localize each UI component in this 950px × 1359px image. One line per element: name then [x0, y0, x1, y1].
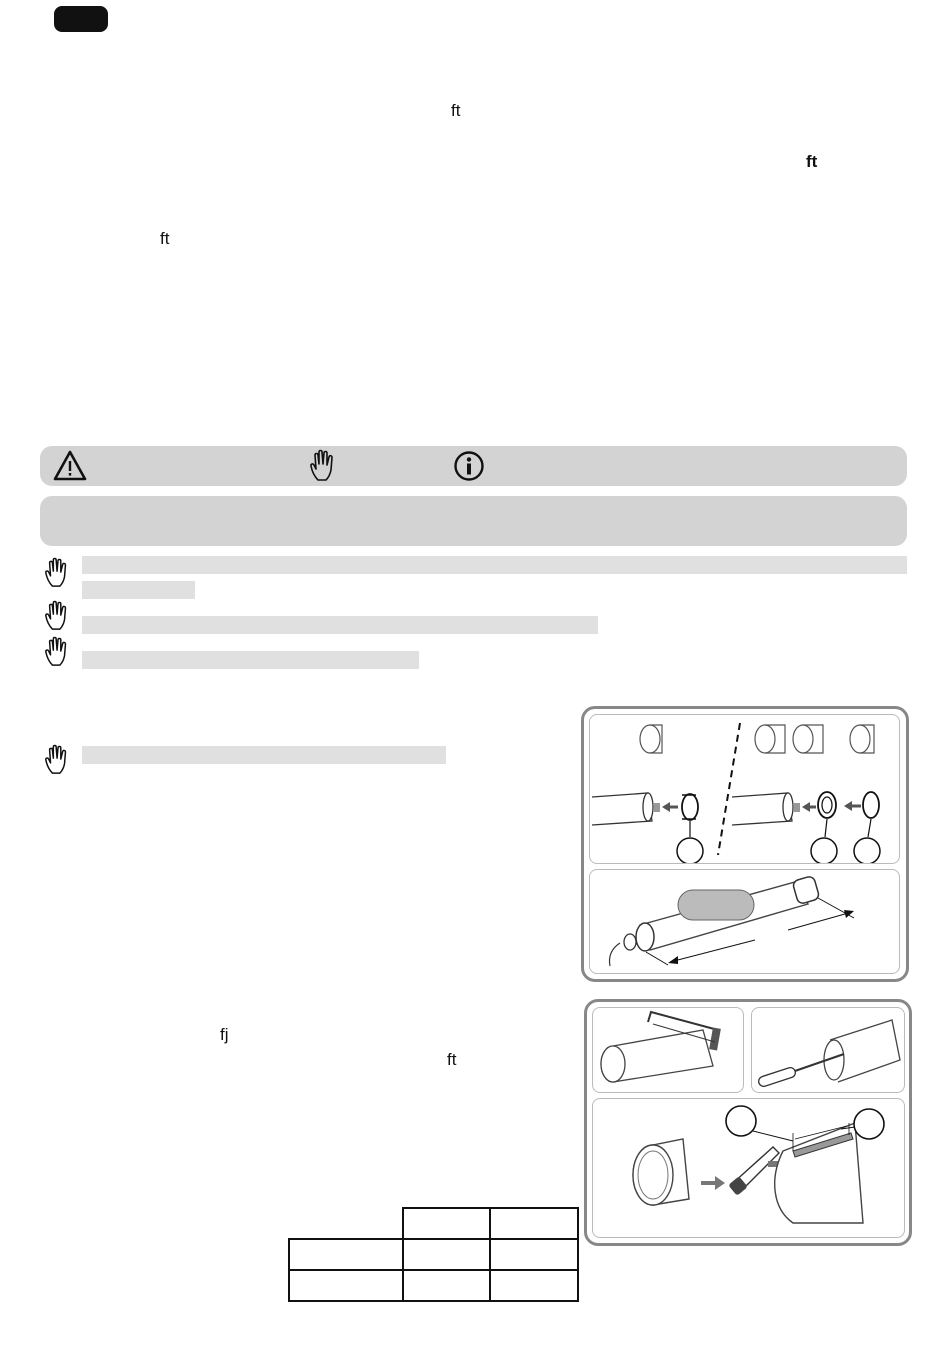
file-panel: [751, 1007, 905, 1093]
hand-icon: [44, 744, 72, 776]
motor-tube-adapter-figure: [581, 706, 909, 982]
note-highlight-line: [82, 581, 195, 599]
table-row-label-cell: [289, 1239, 403, 1270]
ligature-glyph: ft: [447, 1050, 457, 1069]
section-title-bar: [40, 496, 907, 546]
language-badge: [54, 6, 108, 32]
hand-icon: [44, 600, 72, 632]
note-highlight-line: [82, 556, 907, 574]
note-highlight-line: [82, 746, 446, 764]
saw-illustration: [593, 1008, 743, 1092]
hand-icon: [44, 557, 72, 589]
table-cell: [490, 1239, 578, 1270]
notch-illustration: [593, 1099, 904, 1237]
adapter-illustration: [590, 715, 899, 863]
info-icon: [453, 450, 485, 482]
warning-triangle-icon: [53, 450, 87, 482]
ligature-glyph: ft: [451, 101, 461, 120]
saw-panel: [592, 1007, 744, 1093]
file-illustration: [752, 1008, 904, 1092]
table-header-cell: [403, 1208, 490, 1239]
symbol-legend-bar: [40, 446, 907, 486]
dimension-table: [288, 1207, 579, 1302]
table-header-cell: [490, 1208, 578, 1239]
tube-cutting-figure: [584, 999, 912, 1246]
motor-length-illustration: [590, 870, 899, 973]
note-highlight-line: [82, 616, 598, 634]
note-highlight-line: [82, 651, 419, 669]
hand-icon: [44, 636, 72, 668]
table-cell-empty: [289, 1208, 403, 1239]
hand-icon: [309, 449, 339, 483]
table-cell: [403, 1239, 490, 1270]
notch-panel: [592, 1098, 905, 1238]
table-cell: [490, 1270, 578, 1301]
table-cell: [403, 1270, 490, 1301]
ligature-glyph: ft: [806, 152, 818, 171]
ligature-glyph: ft: [160, 229, 170, 248]
adapter-panel: [589, 714, 900, 864]
table-row-label-cell: [289, 1270, 403, 1301]
ligature-glyph: fj: [220, 1025, 229, 1044]
motor-length-panel: [589, 869, 900, 974]
